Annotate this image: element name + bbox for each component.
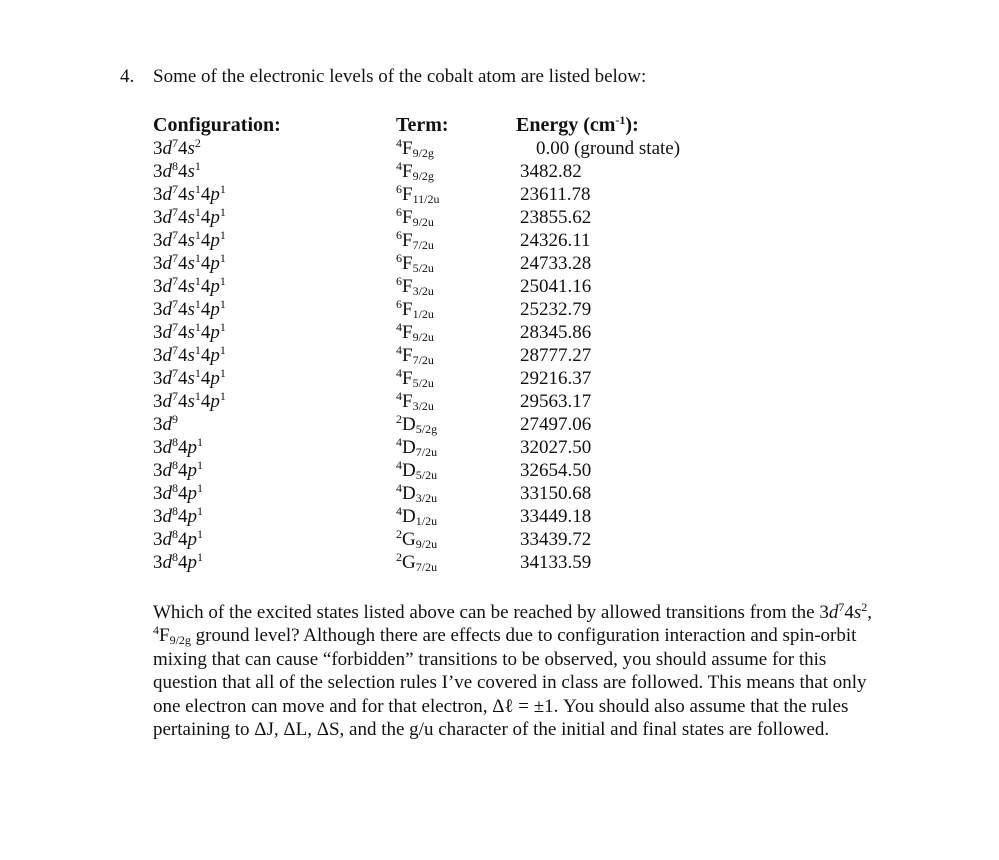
orbital-letter: d [162,138,172,159]
term-j-parity: 7/2u [415,445,438,459]
shell-number: 4 [178,368,188,389]
orbital-letter: s [853,602,862,623]
shell-number: 4 [200,253,211,274]
electron-count: 7 [172,274,178,288]
spin-multiplicity: 4 [396,481,402,495]
orbital-letter: s [187,322,195,343]
orbital-letter: p [210,391,220,412]
electron-count: 1 [194,274,201,288]
term-letter: F [402,345,413,366]
shell-number: 3 [153,138,163,159]
configuration-cell [153,528,393,551]
electron-count: 1 [219,389,226,403]
term-j-parity: 9/2g [412,169,434,183]
shell-number: 4 [178,460,188,481]
orbital-letter: d [162,345,172,366]
question-paragraph [153,601,888,741]
configuration-cell [153,482,393,505]
shell-number: 3 [153,161,163,182]
shell-number: 4 [844,602,854,623]
shell-number: 4 [178,506,188,527]
header-configuration: Configuration: [153,114,281,136]
spin-multiplicity: 4 [153,623,159,638]
shell-number: 3 [153,184,163,205]
orbital-letter: d [162,207,172,228]
orbital-letter: p [187,529,197,550]
spin-multiplicity: 4 [396,159,402,173]
orbital-letter: p [210,299,220,320]
orbital-letter: d [162,322,172,343]
spin-multiplicity: 2 [396,527,402,541]
configuration-cell [153,298,393,321]
configuration-cell [153,390,393,413]
term-letter: D [402,483,416,504]
orbital-letter: s [187,161,195,182]
term-j-parity: 1/2u [412,307,434,321]
configuration-cell [153,206,393,229]
orbital-letter: p [210,207,220,228]
term-j-parity: 7/2u [415,560,438,574]
shell-number: 3 [153,483,163,504]
electron-count: 1 [194,205,201,219]
electron-count: 1 [194,159,201,173]
term-cell [396,482,506,505]
spin-multiplicity: 4 [396,366,402,380]
term-letter: F [402,276,413,297]
orbital-letter: s [187,345,195,366]
shell-number: 4 [200,184,211,205]
shell-number: 4 [178,345,188,366]
term-letter: G [402,529,416,550]
orbital-letter: d [162,437,172,458]
electron-count: 7 [172,320,178,334]
electron-count: 7 [172,228,178,242]
configuration-cell [153,229,393,252]
electron-count: 1 [219,343,226,357]
orbital-letter: d [162,276,172,297]
electron-count: 7 [172,297,178,311]
orbital-letter: p [210,276,220,297]
configuration-cell [153,183,393,206]
term-j-parity: 3/2u [412,399,434,413]
header-term: Term: [396,114,449,136]
electron-count: 7 [838,600,845,614]
paragraph-text-2: ground level? Although there are effects due to configuration interaction and spin-orbit mixing that can cause “forbidden” transitions to be observed, you should assume for this question that all of the selection rules I’ve covered in class are followed. This means that only one electron can move and for that electron, Δℓ = ±1. You should also assume that the rules pertaining to ΔJ, ΔL, ΔS, and the g/u character of the initial and final states are followed. [153,625,867,741]
orbital-letter: d [162,414,172,435]
term-cell [396,206,506,229]
spin-multiplicity: 6 [396,182,402,196]
term-cell [396,252,506,275]
electron-count: 1 [194,297,201,311]
electron-count: 1 [194,182,201,196]
energy-cell: 32654.50 [520,460,592,481]
shell-number: 4 [200,230,211,251]
term-cell [396,321,506,344]
spin-multiplicity: 2 [396,412,402,426]
term-cell [396,459,506,482]
electron-count: 7 [172,251,178,265]
question-number: 4. [120,66,135,87]
term-j-parity: 5/2u [412,376,434,390]
electron-count: 9 [172,412,178,426]
shell-number: 3 [153,345,163,366]
electron-count: 1 [194,389,201,403]
term-j-parity: 5/2u [415,468,438,482]
term-cell [396,229,506,252]
term-j-parity: 9/2u [412,330,434,344]
term-letter: F [402,299,413,320]
energy-cell: 33439.72 [520,529,592,550]
configuration-cell [153,413,393,436]
term-cell [396,505,506,528]
orbital-letter: d [162,506,172,527]
configuration-cell [153,160,393,183]
shell-number: 4 [178,276,188,297]
electron-count: 1 [197,458,203,472]
term-letter: D [402,506,416,527]
term-cell [396,275,506,298]
term-letter: F [402,391,413,412]
paragraph-separator: , [867,602,873,623]
orbital-letter: p [187,483,197,504]
orbital-letter: p [187,552,197,573]
term-j-parity: 9/2u [415,537,438,551]
term-letter: F [402,368,413,389]
term-letter: D [402,437,416,458]
term-letter: F [402,230,413,251]
shell-number: 3 [153,506,163,527]
orbital-letter: s [187,391,195,412]
term-j-parity: 9/2g [412,146,434,160]
term-cell [396,436,506,459]
electron-count: 1 [197,527,203,541]
orbital-letter: d [162,230,172,251]
orbital-letter: p [187,506,197,527]
shell-number: 3 [153,529,163,550]
electron-count: 1 [219,228,226,242]
orbital-letter: d [162,368,172,389]
energy-cell: 33150.68 [520,483,592,504]
electron-count: 1 [194,228,201,242]
energy-cell: 29563.17 [520,391,592,412]
orbital-letter: d [162,161,172,182]
orbital-letter: s [187,230,195,251]
configuration-cell [153,459,393,482]
shell-number: 3 [153,253,163,274]
electron-count: 7 [172,182,178,196]
shell-number: 3 [153,414,163,435]
electron-count: 1 [219,297,226,311]
spin-multiplicity: 4 [396,458,402,472]
electron-count: 7 [172,366,178,380]
term-cell [396,344,506,367]
spin-multiplicity: 2 [396,550,402,564]
electron-count: 1 [194,366,201,380]
term-j-parity: 9/2u [412,215,434,229]
energy-cell: 24326.11 [520,230,591,251]
energy-cell: 32027.50 [520,437,592,458]
electron-count: 8 [172,504,178,518]
shell-number: 4 [178,529,188,550]
shell-number: 4 [178,391,188,412]
energy-cell: 33449.18 [520,506,592,527]
orbital-letter: d [162,299,172,320]
shell-number: 3 [153,207,163,228]
shell-number: 4 [178,299,188,320]
shell-number: 4 [200,207,211,228]
electron-count: 1 [219,182,226,196]
energy-cell: 25041.16 [520,276,592,297]
shell-number: 4 [178,230,188,251]
electron-count: 1 [219,205,226,219]
shell-number: 4 [200,368,211,389]
spin-multiplicity: 6 [396,274,402,288]
header-energy-label: Energy (cm [516,114,616,136]
orbital-letter: s [187,299,195,320]
electron-count: 1 [194,320,201,334]
electron-count: 1 [197,504,203,518]
orbital-letter: s [187,207,195,228]
term-j-parity: 9/2g [169,633,191,648]
shell-number: 3 [153,368,163,389]
orbital-letter: d [162,483,172,504]
term-j-parity: 5/2g [415,422,438,436]
shell-number: 4 [178,322,188,343]
term-letter: F [402,322,413,343]
term-letter: F [402,207,413,228]
question-intro: Some of the electronic levels of the cobalt atom are listed below: [153,66,647,87]
orbital-letter: p [210,322,220,343]
orbital-letter: s [187,184,195,205]
term-letter: F [159,625,170,647]
energy-cell: 34133.59 [520,552,592,573]
orbital-letter: d [162,460,172,481]
term-j-parity: 11/2u [412,192,440,206]
configuration-cell [153,367,393,390]
term-cell [396,551,506,574]
orbital-letter: p [210,230,220,251]
electron-count: 8 [172,527,178,541]
shell-number: 3 [153,391,163,412]
energy-cell: 29216.37 [520,368,592,389]
term-letter: D [402,460,416,481]
electron-count: 1 [197,435,203,449]
shell-number: 3 [153,460,163,481]
ground-state-configuration [819,602,867,623]
term-letter: F [402,138,413,159]
orbital-letter: s [187,276,195,297]
shell-number: 3 [153,230,163,251]
energy-cell: 28345.86 [520,322,592,343]
shell-number: 4 [200,276,211,297]
shell-number: 3 [153,299,163,320]
shell-number: 4 [200,322,211,343]
electron-count: 7 [172,136,178,150]
term-letter: D [402,414,416,435]
term-letter: F [402,184,413,205]
electron-count: 8 [172,458,178,472]
orbital-letter: d [162,391,172,412]
electron-count: 1 [219,320,226,334]
electron-count: 7 [172,343,178,357]
spin-multiplicity: 6 [396,228,402,242]
spin-multiplicity: 4 [396,136,402,150]
term-letter: F [402,161,413,182]
term-j-parity: 3/2u [415,491,438,505]
spin-multiplicity: 6 [396,297,402,311]
shell-number: 4 [178,207,188,228]
term-cell [396,160,506,183]
orbital-letter: d [828,602,839,623]
spin-multiplicity: 4 [396,320,402,334]
energy-cell: 23855.62 [520,207,592,228]
configuration-cell [153,137,393,160]
orbital-letter: s [187,368,195,389]
orbital-letter: p [187,437,197,458]
shell-number: 4 [178,253,188,274]
orbital-letter: p [210,368,220,389]
configuration-cell [153,275,393,298]
spin-multiplicity: 4 [396,343,402,357]
electron-count: 8 [172,550,178,564]
spin-multiplicity: 4 [396,389,402,403]
term-cell [396,183,506,206]
header-energy-exponent: -1 [615,113,626,127]
energy-cell: 0.00 (ground state) [536,138,681,159]
energy-cell: 3482.82 [520,161,582,182]
electron-count: 7 [172,389,178,403]
orbital-letter: s [187,138,195,159]
spin-multiplicity: 4 [396,504,402,518]
term-letter: F [402,253,413,274]
electron-count: 1 [219,274,226,288]
electron-count: 1 [219,251,226,265]
orbital-letter: d [162,529,172,550]
term-j-parity: 5/2u [412,261,434,275]
ground-state-term [153,625,191,646]
paragraph-text-1: Which of the excited states listed above can be reached by allowed transitions from the [153,602,820,623]
electron-count: 1 [219,366,226,380]
electron-count: 1 [197,550,203,564]
header-energy [516,114,639,137]
shell-number: 4 [178,161,188,182]
shell-number: 3 [819,602,829,623]
configuration-cell [153,252,393,275]
shell-number: 4 [200,391,211,412]
shell-number: 4 [178,184,188,205]
term-column [396,137,506,574]
term-j-parity: 7/2u [412,353,434,367]
electron-count: 8 [172,481,178,495]
shell-number: 4 [200,299,211,320]
term-cell [396,298,506,321]
term-letter: G [402,552,416,573]
energy-cell: 27497.06 [520,414,592,435]
shell-number: 4 [178,437,188,458]
orbital-letter: p [210,253,220,274]
orbital-letter: s [187,253,195,274]
energy-cell: 23611.78 [520,184,591,205]
shell-number: 3 [153,552,163,573]
configuration-cell [153,436,393,459]
configuration-cell [153,344,393,367]
term-cell [396,137,506,160]
configuration-column [153,137,393,574]
shell-number: 3 [153,437,163,458]
orbital-letter: d [162,253,172,274]
orbital-letter: d [162,552,172,573]
energy-cell: 24733.28 [520,253,592,274]
orbital-letter: p [210,345,220,366]
electron-count: 2 [194,136,201,150]
shell-number: 4 [178,138,188,159]
energy-cell: 25232.79 [520,299,592,320]
term-cell [396,413,506,436]
orbital-letter: p [210,184,220,205]
electron-count: 8 [172,435,178,449]
spin-multiplicity: 6 [396,251,402,265]
term-cell [396,390,506,413]
electron-count: 1 [194,251,201,265]
header-energy-close: ): [625,114,639,136]
electron-count: 2 [861,600,868,614]
configuration-cell [153,321,393,344]
term-cell [396,528,506,551]
shell-number: 3 [153,322,163,343]
electron-count: 1 [197,481,203,495]
energy-cell: 28777.27 [520,345,592,366]
electron-count: 8 [172,159,178,173]
energy-column [516,137,756,574]
shell-number: 3 [153,276,163,297]
term-j-parity: 3/2u [412,284,434,298]
shell-number: 4 [200,345,211,366]
configuration-cell [153,551,393,574]
spin-multiplicity: 6 [396,205,402,219]
term-j-parity: 1/2u [415,514,438,528]
shell-number: 4 [178,483,188,504]
configuration-cell [153,505,393,528]
electron-count: 7 [172,205,178,219]
spin-multiplicity: 4 [396,435,402,449]
orbital-letter: p [187,460,197,481]
shell-number: 4 [178,552,188,573]
term-j-parity: 7/2u [412,238,434,252]
term-cell [396,367,506,390]
electron-count: 1 [194,343,201,357]
orbital-letter: d [162,184,172,205]
